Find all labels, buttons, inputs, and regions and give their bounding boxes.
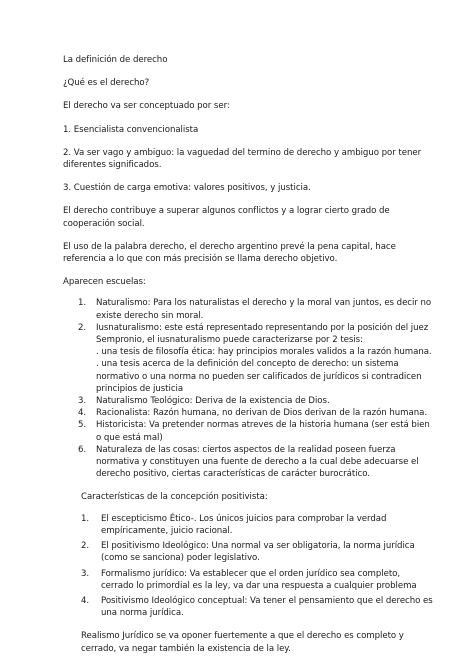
list-item [81, 595, 434, 619]
list-number: 2. [78, 322, 87, 333]
sub-item-text: . una tesis acerca de la definición del concepto de derecho: un sistema normativo o una norma no pueden ser calificados de jurídicos si contradicen principios de justicia [96, 359, 422, 394]
point-3: 3. Cuestión de carga emotiva: valores positivos, y justicia. [63, 183, 311, 194]
list-item-text: Naturaleza de las cosas: ciertos aspectos de la realidad poseen fuerza normativa y constituyen una fuente de derecho a la cual debe adecuarse el derecho positivo, ciertas características de carácter burocrático. [96, 444, 419, 480]
list-item [63, 322, 434, 395]
list-item [63, 444, 434, 481]
point-2: 2. Va ser vago y ambiguo: la vaguedad del termino de derecho y ambiguo por tener diferentes significados. [63, 147, 422, 171]
list-number: 6. [78, 444, 87, 455]
list-item-text: Formalismo jurídico: Va establecer que el orden jurídico sea completo, cerrado lo primordial es la ley, va dar una respuesta a cualquier problema [101, 568, 417, 591]
list-item [63, 407, 434, 419]
list-item [81, 513, 434, 537]
list-item-text: Racionalista: Razón humana, no derivan de Dios derivan de la razón humana. [96, 408, 427, 419]
point-1: 1. Esencialista convencionalista [63, 124, 199, 135]
list-item [81, 568, 434, 592]
list-item [63, 419, 434, 443]
positivism-list-wrap [63, 513, 434, 620]
question-line: ¿Qué es el derecho? [63, 78, 150, 89]
list-item-text: Naturalismo Teológico: Deriva de la existencia de Dios. [96, 396, 330, 407]
document-title: La definición de derecho [63, 55, 168, 65]
list-item-text: Historicista: Va pretender normas atreves de la historia humana (ser está bien o que está mal) [96, 420, 430, 443]
list-item-text: Positivismo Ideológico conceptual: Va tener el pensamiento que el derecho es una norma jurídica. [101, 595, 433, 619]
positivism-list [81, 513, 434, 620]
list-item-text: El positivismo Ideológico: Una normal va ser obligatoria, la norma jurídica (como se sanciona) poder legislativo. [101, 541, 415, 564]
list-number: 3. [78, 396, 87, 407]
list-item [63, 297, 434, 321]
list-item-text: Naturalismo: Para los naturalistas el derecho y la moral van juntos, es decir no existe derecho sin moral. [96, 298, 432, 321]
list-number: 3. [81, 568, 90, 579]
sub-item-text: . una tesis de filosofía ética: hay principios morales validos a la razón humana. [96, 347, 432, 358]
list-number: 4. [81, 595, 90, 606]
paragraph-contribuye: El derecho contribuye a superar algunos conflictos y a lograr cierto grado de cooperación social. [63, 206, 390, 229]
schools-list [63, 297, 434, 480]
list-number: 1. [78, 298, 87, 309]
schools-heading: Aparecen escuelas: [63, 277, 146, 288]
list-number: 5. [78, 420, 87, 431]
list-item [63, 395, 434, 407]
paragraph-uso: El uso de la palabra derecho, el derecho argentino prevé la pena capital, hace referencia a lo que con más precisión se llama derecho objetivo. [63, 241, 396, 265]
list-item-text: Iusnaturalismo: este está representado representando por la posición del juez Sempronio, el iusnaturalismo puede caracterizarse por 2 tesis: [96, 322, 429, 346]
positivism-heading: Características de la concepción positivista: [81, 492, 268, 503]
list-number: 4. [78, 408, 87, 419]
list-number: 2. [81, 541, 90, 552]
list-item [81, 540, 434, 564]
final-paragraph: Realismo Jurídico se va oponer fuertemente a que el derecho es completo y cerrado, va negar también la existencia de la ley. [81, 631, 404, 654]
list-number: 1. [81, 513, 90, 524]
list-item-text: El escepticismo Ético-. Los únicos juicios para comprobar la verdad empíricamente, juicio racional. [101, 513, 387, 536]
intro-line: El derecho va ser conceptuado por ser: [63, 101, 230, 112]
